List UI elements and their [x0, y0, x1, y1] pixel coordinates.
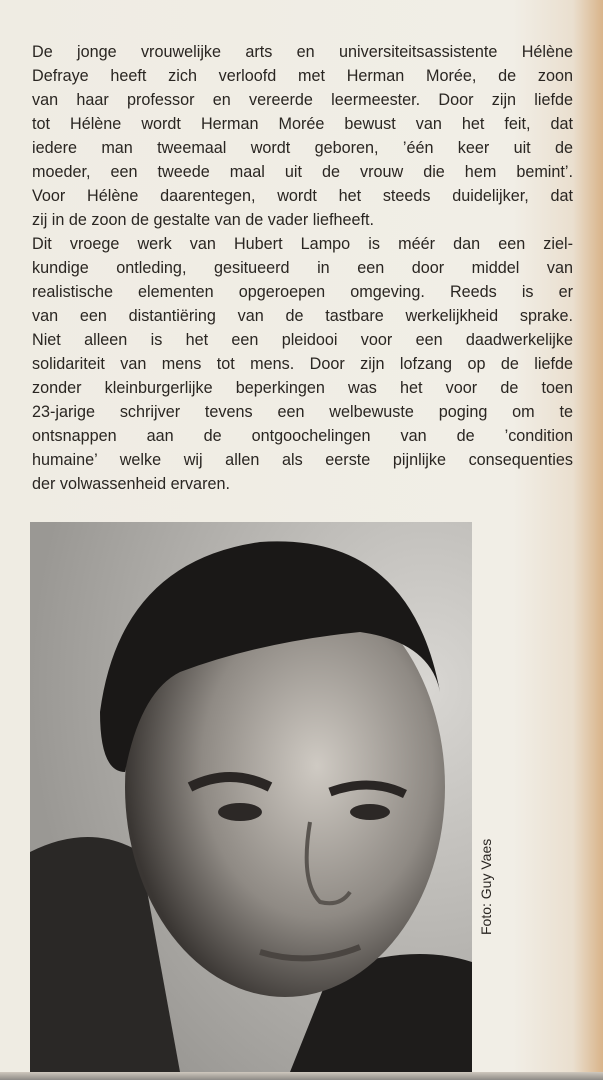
- blurb-line: van een distantiëring van de tastbare werkelijkheid sprake.: [32, 307, 573, 325]
- blurb-line: Defraye heeft zich verloofd met Herman Morée, de zoon: [32, 67, 573, 85]
- blurb-text: [32, 40, 573, 496]
- blurb-line: solidariteit van mens tot mens. Door zijn lofzang op de liefde: [32, 355, 573, 373]
- photo-credit: Foto: Guy Vaes: [478, 838, 494, 935]
- blurb-line: realistische elementen opgeroepen omgeving. Reeds is er: [32, 283, 573, 301]
- blurb-line: Niet alleen is het een pleidooi voor een daadwerkelijke: [32, 331, 573, 349]
- blurb-line: De jonge vrouwelijke arts en universiteitsassistente Hélène: [32, 43, 573, 61]
- blurb-line: der volwassenheid ervaren.: [32, 475, 230, 493]
- blurb-line: Voor Hélène daarentegen, wordt het steeds duidelijker, dat: [32, 187, 573, 205]
- blurb-line: tot Hélène wordt Herman Morée bewust van het feit, dat: [32, 115, 573, 133]
- blurb-line: humaine’ welke wij allen als eerste pijnlijke consequenties: [32, 451, 573, 469]
- blurb-line: ontsnappen aan de ontgoochelingen van de ’condition: [32, 427, 573, 445]
- blurb-line: zonder kleinburgerlijke beperkingen was het voor de toen: [32, 379, 573, 397]
- blurb-line: zij in de zoon de gestalte van de vader liefheeft.: [32, 211, 374, 229]
- blurb-line: iedere man tweemaal wordt geboren, ’één keer uit de: [32, 139, 573, 157]
- blurb-line: van haar professor en vereerde leermeester. Door zijn liefde: [32, 91, 573, 109]
- cover-bottom-edge: [0, 1072, 603, 1080]
- author-portrait-photo: [30, 522, 472, 1072]
- blurb-line: 23-jarige schrijver tevens een welbewuste poging om te: [32, 403, 573, 421]
- blurb-line: kundige ontleding, gesitueerd in een door middel van: [32, 259, 573, 277]
- blurb-line: Dit vroege werk van Hubert Lampo is méér dan een ziel-: [32, 235, 573, 253]
- blurb-line: moeder, een tweede maal uit de vrouw die hem bemint’.: [32, 163, 573, 181]
